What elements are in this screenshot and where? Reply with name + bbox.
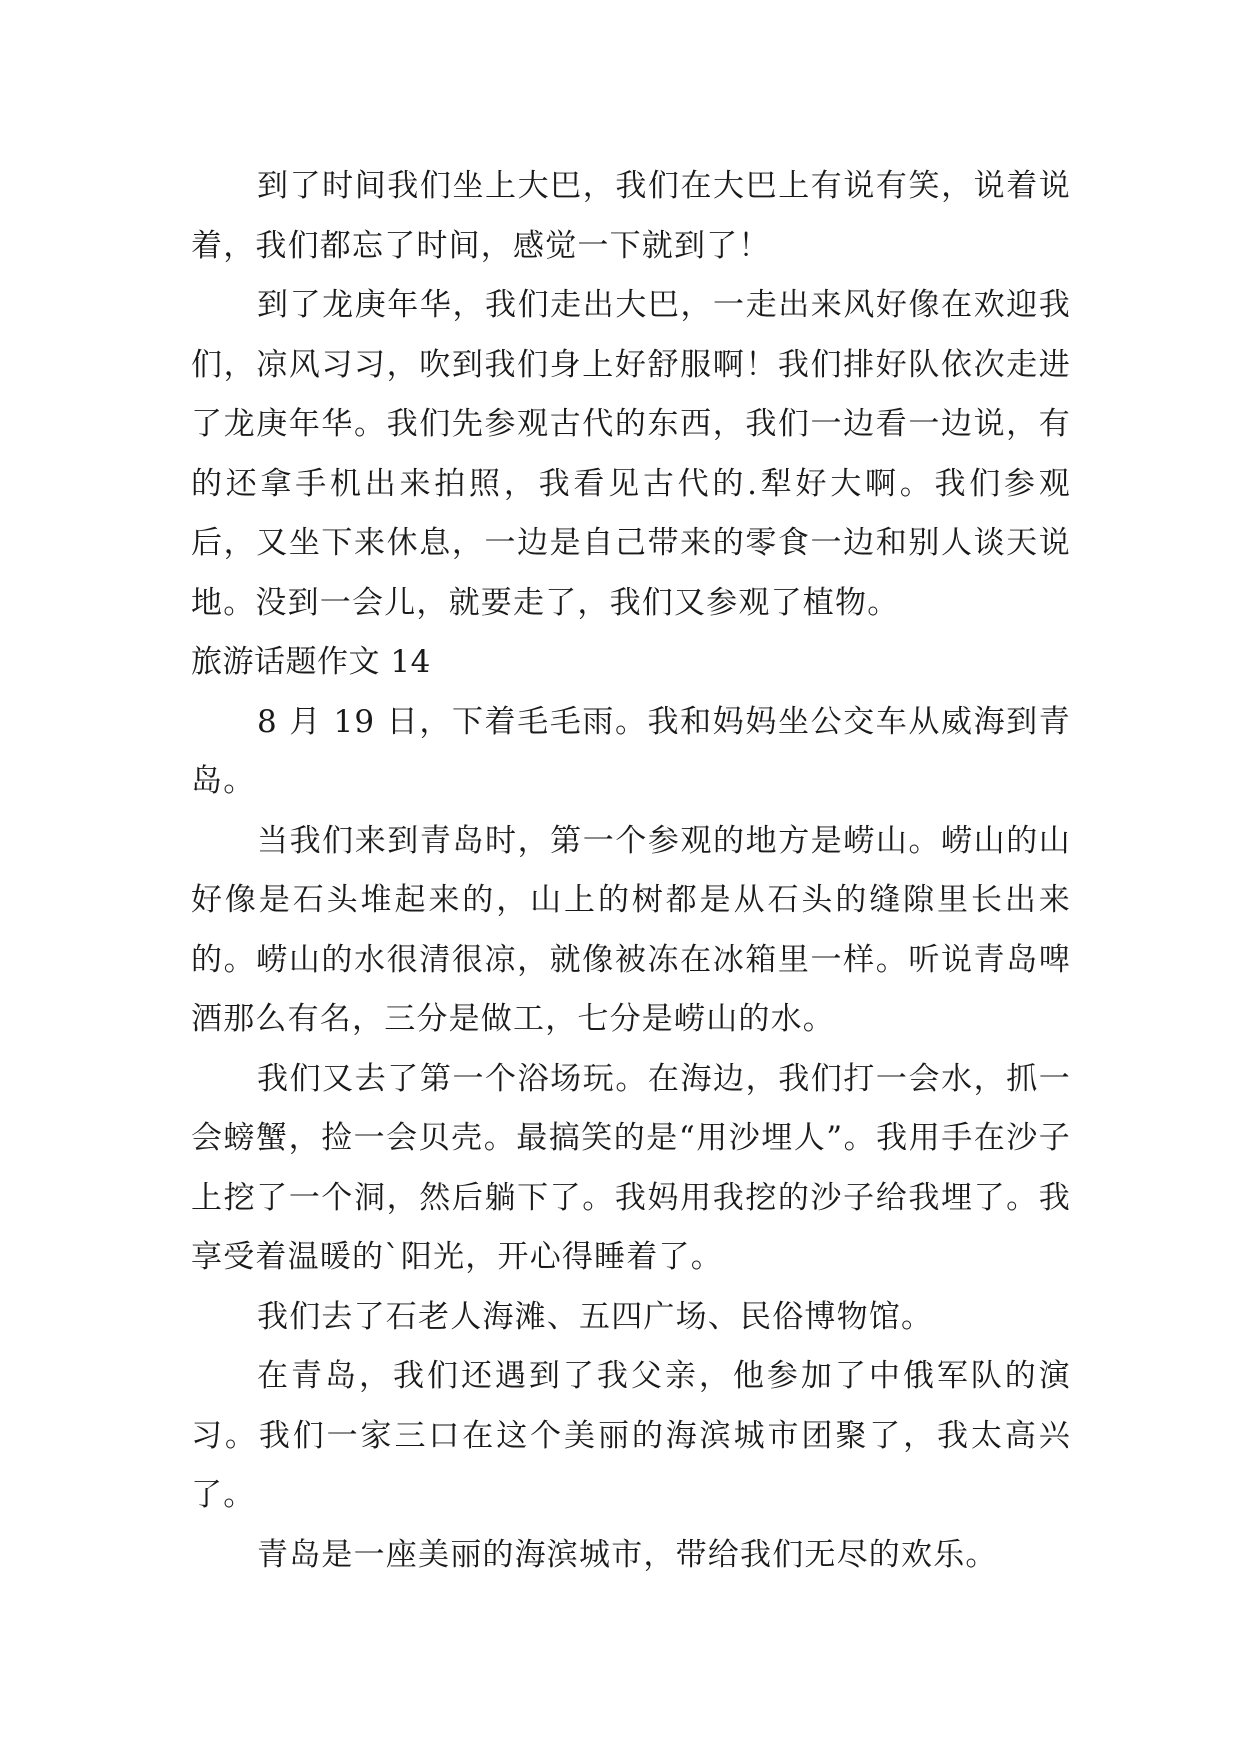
paragraph-date: 8 月 19 日，下着毛毛雨。我和妈妈坐公交车从威海到青岛。 [191, 703, 1071, 799]
paragraph-places: 我们去了石老人海滩、五四广场、民俗博物馆。 [257, 1298, 934, 1335]
essay-heading: 旅游话题作文 14 [191, 644, 431, 680]
paragraph-arrival: 到了时间我们坐上大巴，我们在大巴上有说有笑，说着说着，我们都忘了时间，感觉一下就到了！ [191, 168, 1071, 264]
document-body [191, 157, 1071, 1585]
paragraph-laoshan: 当我们来到青岛时，第一个参观的地方是崂山。崂山的山好像是石头堆起来的，山上的树都是从石头的缝隙里长出来的。崂山的水很清很凉，就像被冻在冰箱里一样。听说青岛啤酒那么有名，三分是做工，七分是崂山的水。 [191, 822, 1071, 1037]
paragraph-father: 在青岛，我们还遇到了我父亲，他参加了中俄军队的演习。我们一家三口在这个美丽的海滨城市团聚了，我太高兴了。 [191, 1358, 1071, 1513]
paragraph-beach: 我们又去了第一个浴场玩。在海边，我们打一会水，抓一会螃蟹，捡一会贝壳。最搞笑的是“用沙埋人”。我用手在沙子上挖了一个洞，然后躺下了。我妈用我挖的沙子给我埋了。我享受着温暖的`阳光，开心得睡着了。 [191, 1060, 1071, 1275]
paragraph-visit: 到了龙庚年华，我们走出大巴，一走出来风好像在欢迎我们，凉风习习，吹到我们身上好舒服啊！我们排好队依次走进了龙庚年华。我们先参观古代的东西，我们一边看一边说，有的还拿手机出来拍照，我看见古代的.犁好大啊。我们参观后，又坐下来休息，一边是自己带来的零食一边和别人谈天说地。没到一会儿，就要走了，我们又参观了植物。 [191, 287, 1071, 621]
paragraph-conclusion: 青岛是一座美丽的海滨城市，带给我们无尽的欢乐。 [257, 1536, 998, 1573]
